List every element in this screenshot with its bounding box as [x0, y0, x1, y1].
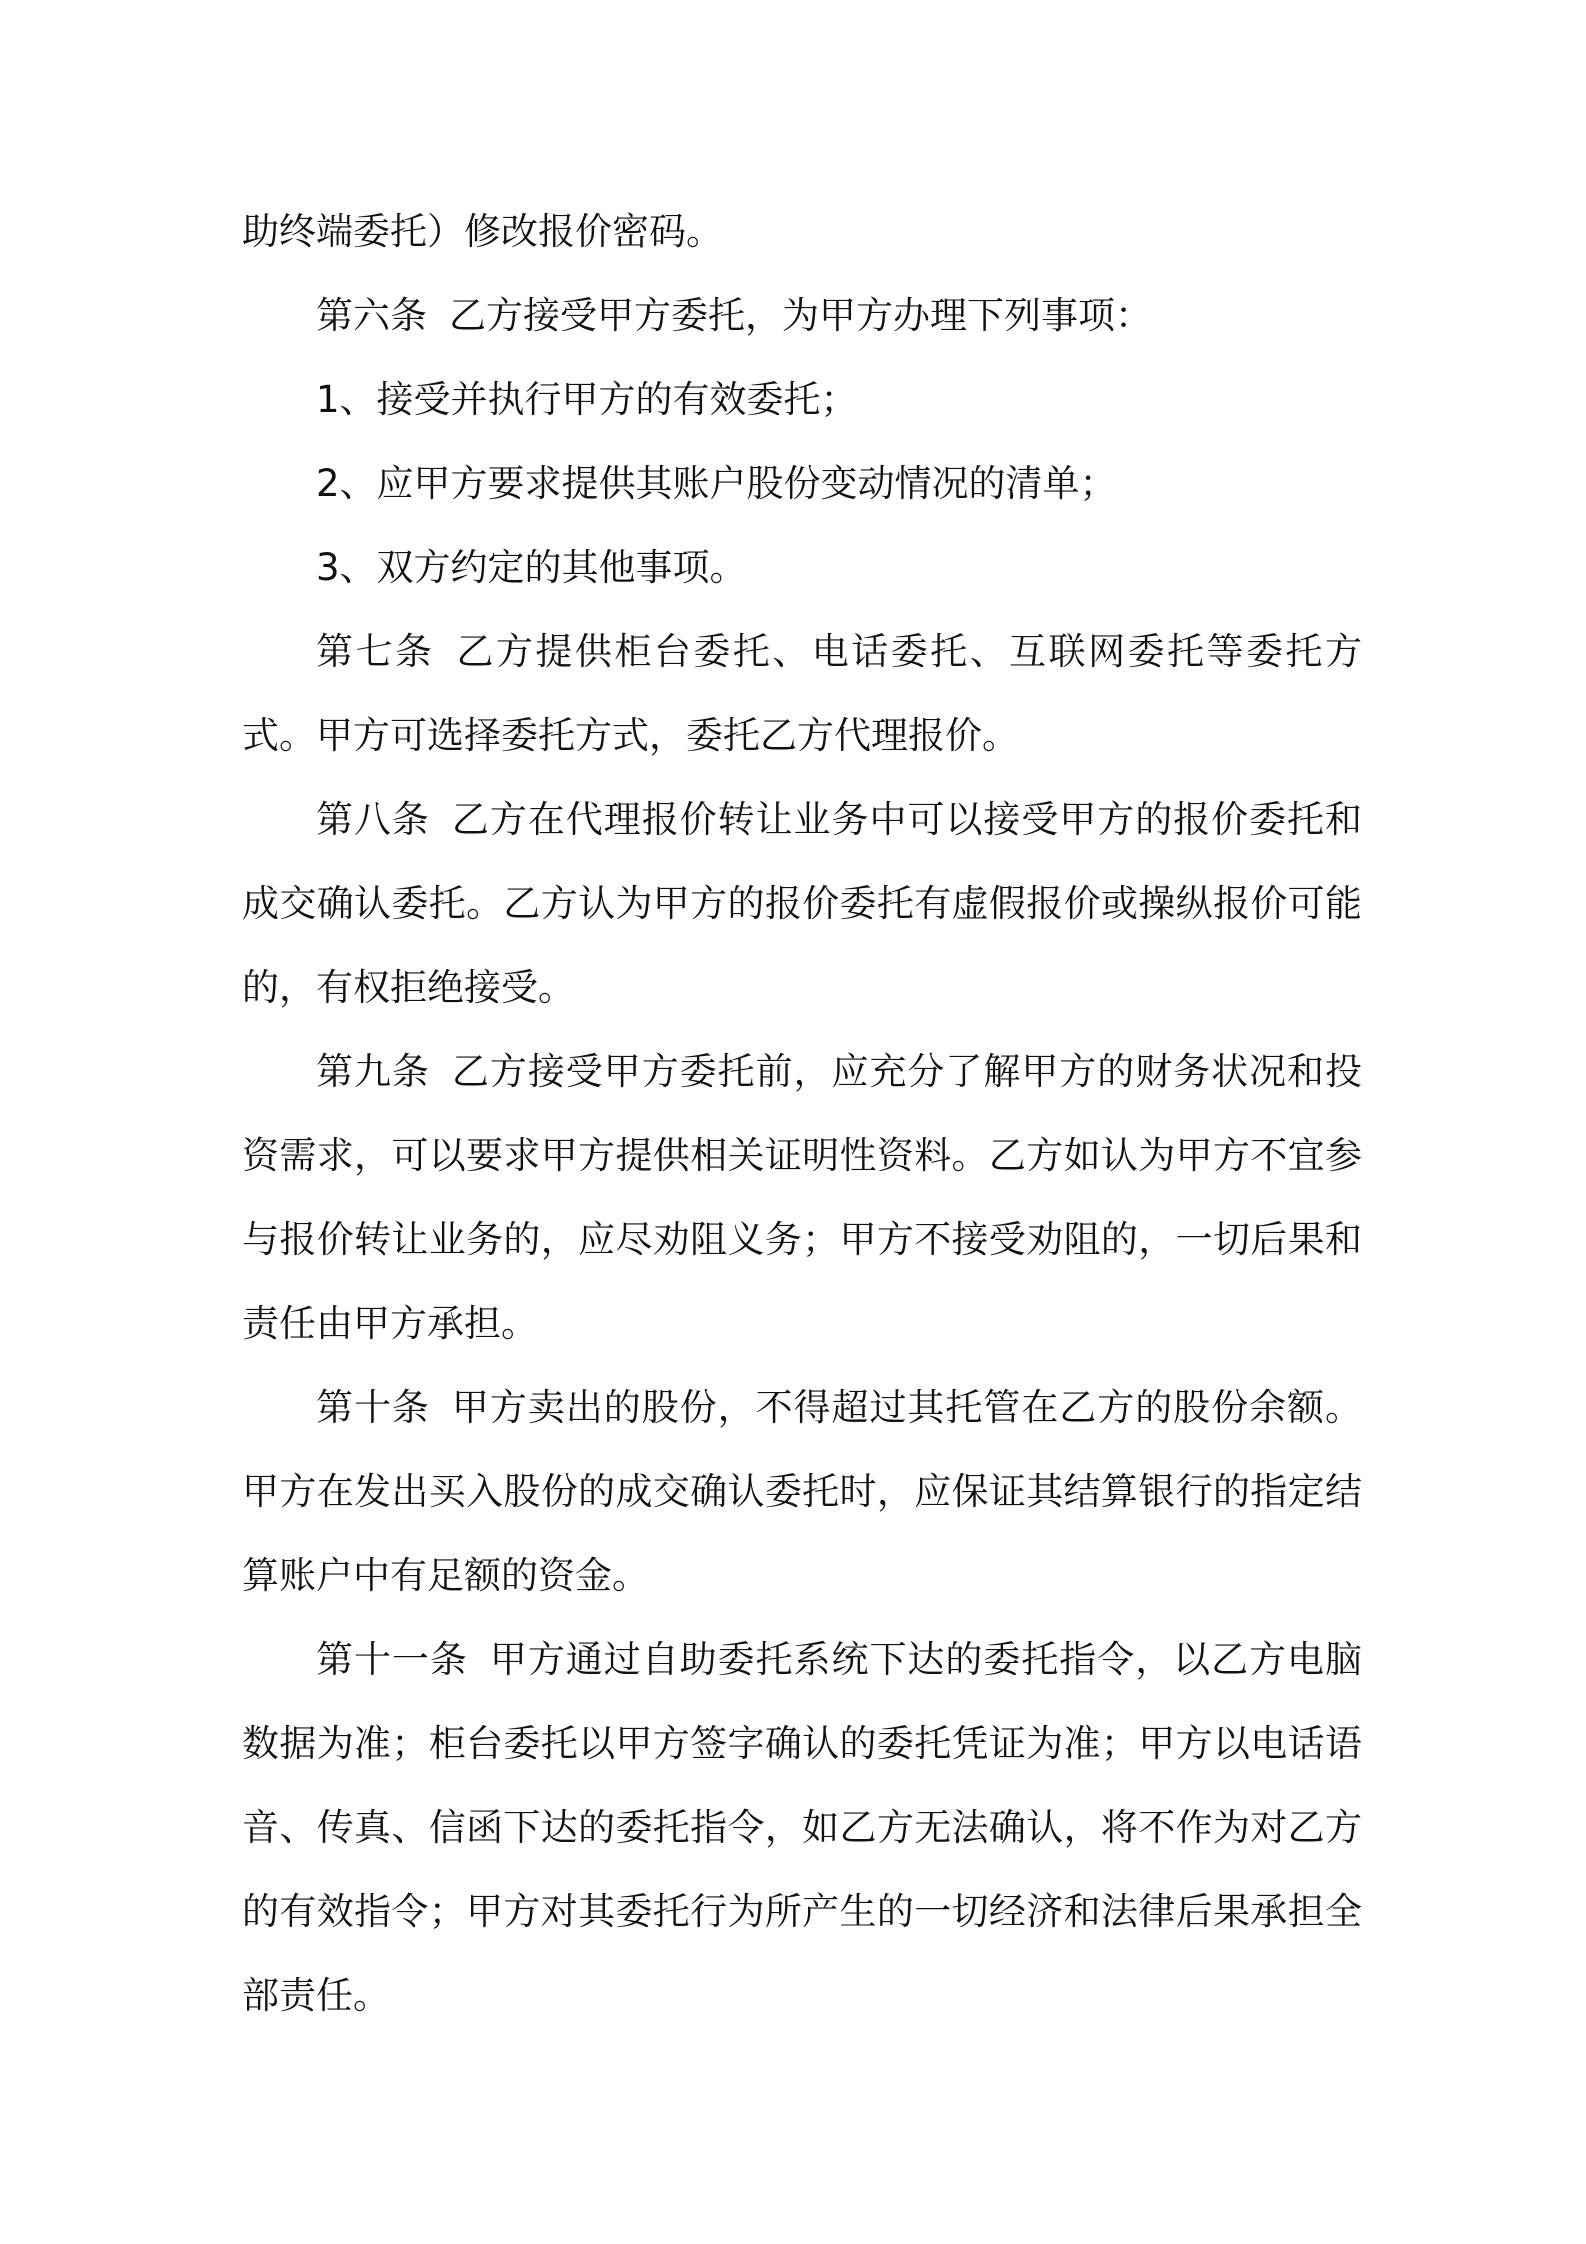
- paragraph-continuation: [242, 190, 1362, 274]
- paragraph-text: 3、双方约定的其他事项。: [316, 546, 747, 589]
- paragraph-text: 1、接受并执行甲方的有效委托；: [316, 378, 858, 421]
- article-label: 第九条: [316, 1050, 430, 1093]
- paragraph-text: 乙方接受甲方委托前，应充分了解甲方的财务状况和投资需求，可以要求甲方提供相关证明性资料。乙方如认为甲方不宜参与报价转让业务的，应尽劝阻义务；甲方不接受劝阻的，一切后果和责任由甲方承担。: [242, 1050, 1363, 1345]
- article-label: 第十一条: [316, 1638, 468, 1681]
- paragraph-text: 乙方在代理报价转让业务中可以接受甲方的报价委托和成交确认委托。乙方认为甲方的报价委托有虚假报价或操纵报价可能的，有权拒绝接受。: [242, 798, 1363, 1009]
- article-label: 第六条: [316, 294, 427, 337]
- article-label: 第七条: [316, 630, 435, 673]
- article-label: 第八条: [316, 798, 430, 841]
- paragraph-text: 2、应甲方要求提供其账户股份变动情况的清单；: [316, 462, 1117, 505]
- list-item-3: [242, 526, 1362, 610]
- article-11: [242, 1618, 1362, 2038]
- list-item-1: [242, 358, 1362, 442]
- paragraph-text: 甲方卖出的股份，不得超过其托管在乙方的股份余额。甲方在发出买入股份的成交确认委托时，应保证其结算银行的指定结算账户中有足额的资金。: [242, 1386, 1363, 1597]
- article-label: 第十条: [316, 1386, 430, 1429]
- paragraph-text: 助终端委托）修改报价密码。: [242, 210, 723, 253]
- paragraph-text: 乙方接受甲方委托，为甲方办理下列事项：: [449, 294, 1152, 337]
- article-9: [242, 1030, 1362, 1366]
- article-7: [242, 610, 1362, 778]
- paragraph-text: 乙方提供柜台委托、电话委托、互联网委托等委托方式。甲方可选择委托方式，委托乙方代理报价。: [242, 630, 1363, 757]
- list-item-2: [242, 442, 1362, 526]
- article-6: [242, 274, 1362, 358]
- article-8: [242, 778, 1362, 1030]
- article-10: [242, 1366, 1362, 1618]
- paragraph-text: 甲方通过自助委托系统下达的委托指令，以乙方电脑数据为准；柜台委托以甲方签字确认的委托凭证为准；甲方以电话语音、传真、信函下达的委托指令，如乙方无法确认，将不作为对乙方的有效指令；甲方对其委托行为所产生的一切经济和法律后果承担全部责任。: [242, 1638, 1363, 2017]
- document-body: [242, 190, 1362, 2038]
